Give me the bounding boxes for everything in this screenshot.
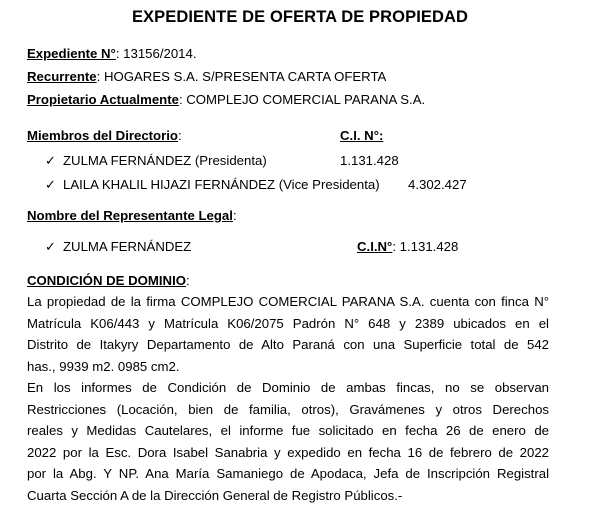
paragraph-line: Matrícula K06/443 y Matrícula K06/2075 Padrón N° 648 y 2389 ubicados en el — [27, 315, 549, 331]
paragraph-line: Distrito de Itakyry Departamento de Alto Paraná con una Superficie total de 542 — [27, 337, 549, 352]
paragraph-line: reales y Medidas Cautelares, el informe fue solicitado en fecha 26 de enero de — [27, 423, 549, 438]
condicion-label-suffix: : — [185, 273, 190, 288]
recurrente-line — [27, 67, 386, 86]
paragraph-line: 2022 por la Esc. Dora Isabel Sanabria y expedido en fecha 16 de febrero de 2022 — [27, 444, 549, 460]
representante-heading — [27, 206, 237, 225]
expediente-line — [27, 44, 197, 63]
directorio-heading — [27, 126, 182, 145]
propietario-line — [27, 90, 425, 109]
directorio-label-suffix: : — [177, 128, 182, 143]
paragraph-line: Restricciones (Locación, bien de familia, otros), Gravámenes y otros Derechos — [27, 401, 549, 417]
paragraph-line: La propiedad de la firma COMPLEJO COMERCIAL PARANA S.A. cuenta con finca N° — [27, 294, 549, 309]
representante-label: Nombre del Representante Legal — [27, 208, 233, 223]
check-icon: ✓ — [45, 177, 56, 192]
directorio-ci-heading — [340, 126, 383, 145]
recurrente-label: Recurrente — [27, 69, 97, 84]
condicion-paragraph-2 — [27, 377, 549, 506]
member-name: ZULMA FERNÁNDEZ (Presidenta) — [63, 153, 267, 168]
paragraph-line: En los informes de Condición de Dominio de ambas fincas, no se observan — [27, 380, 549, 395]
propietario-label: Propietario Actualmente — [27, 92, 179, 107]
representante-ci-label: C.I.N° — [357, 239, 393, 254]
paragraph-line: has., 9939 m2. 0985 cm2. — [27, 358, 180, 374]
paragraph-line: Cuarta Sección A de la Dirección General de Registro Públicos.- — [27, 487, 403, 503]
representante-name: ZULMA FERNÁNDEZ — [63, 239, 192, 254]
propietario-value: : COMPLEJO COMERCIAL PARANA S.A. — [178, 92, 426, 107]
expediente-label: Expediente N° — [27, 46, 116, 61]
condicion-paragraph-1 — [27, 291, 549, 377]
representante-label-suffix: : — [232, 208, 237, 223]
member-item — [45, 175, 380, 194]
member-ci: 1.131.428 — [340, 153, 399, 168]
member-name: LAILA KHALIL HIJAZI FERNÁNDEZ (Vice Presidenta) — [63, 177, 380, 192]
condicion-heading — [27, 271, 190, 290]
check-icon: ✓ — [45, 153, 56, 168]
document-title: EXPEDIENTE DE OFERTA DE PROPIEDAD — [131, 8, 469, 26]
directorio-ci-label: C.I. N°: — [340, 128, 384, 143]
member-item — [45, 151, 267, 170]
recurrente-value: : HOGARES S.A. S/PRESENTA CARTA OFERTA — [96, 69, 387, 84]
expediente-value: : 13156/2014. — [115, 46, 197, 61]
representante-item — [45, 237, 191, 256]
check-icon: ✓ — [45, 239, 56, 254]
condicion-label: CONDICIÓN DE DOMINIO — [27, 273, 186, 288]
representante-ci-value: : 1.131.428 — [392, 239, 459, 254]
representante-ci — [357, 237, 458, 256]
paragraph-line: por la Abg. Y NP. Ana María Samaniego de Apodaca, Jefa de Inscripción Registral — [27, 466, 549, 481]
directorio-label: Miembros del Directorio — [27, 128, 178, 143]
member-ci: 4.302.427 — [408, 177, 467, 192]
